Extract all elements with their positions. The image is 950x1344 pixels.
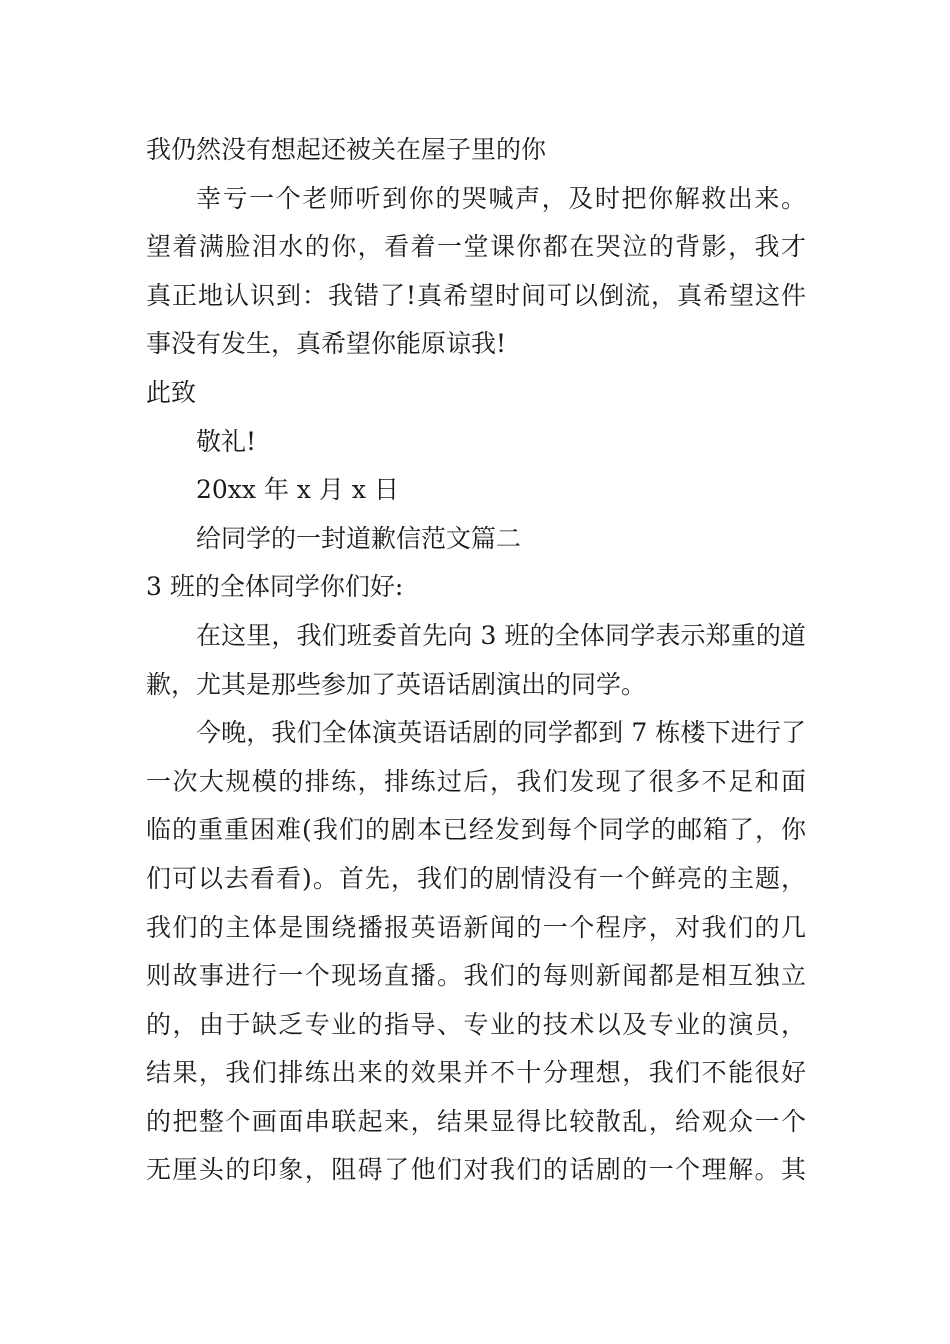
text-line: 的把整个画面串联起来，结果显得比较散乱，给观众一个: [146, 1106, 806, 1136]
text-line: 20xx 年 x 月 x 日: [196, 475, 399, 505]
text-line: 我仍然没有想起还被关在屋子里的你: [146, 135, 547, 164]
text-line: 临的重重困难(我们的剧本已经发到每个同学的邮箱了，你: [146, 815, 806, 845]
text-line: 歉，尤其是那些参加了英语话剧演出的同学。: [146, 669, 647, 699]
text-line: 事没有发生，真希望你能原谅我!: [146, 329, 507, 359]
text-line: 敬礼!: [196, 426, 257, 456]
text-line: 在这里，我们班委首先向 3 班的全体同学表示郑重的道: [196, 620, 806, 650]
text-line: 无厘头的印象，阻碍了他们对我们的话剧的一个理解。其: [146, 1155, 806, 1185]
document-body: [146, 126, 806, 1195]
document-page: [146, 126, 806, 1195]
text-line: 我们的主体是围绕播报英语新闻的一个程序，对我们的几: [146, 912, 806, 942]
text-line: 今晚，我们全体演英语话剧的同学都到 7 栋楼下进行了: [196, 718, 806, 748]
text-line: 真正地认识到：我错了!真希望时间可以倒流，真希望这件: [146, 280, 806, 310]
text-line: 幸亏一个老师听到你的哭喊声，及时把你解救出来。: [196, 183, 806, 213]
text-line: 结果，我们排练出来的效果并不十分理想，我们不能很好: [146, 1058, 806, 1088]
text-line: 3 班的全体同学你们好:: [146, 572, 404, 602]
text-line: 给同学的一封道歉信范文篇二: [196, 523, 522, 553]
text-line: 则故事进行一个现场直播。我们的每则新闻都是相互独立: [146, 961, 806, 991]
text-line: 望着满脸泪水的你，看着一堂课你都在哭泣的背影，我才: [146, 232, 806, 262]
text-line: 们可以去看看)。首先，我们的剧情没有一个鲜亮的主题，: [146, 863, 806, 893]
text-line: 此致: [146, 377, 197, 407]
text-line: 一次大规模的排练，排练过后，我们发现了很多不足和面: [146, 766, 806, 796]
text-line: 的，由于缺乏专业的指导、专业的技术以及专业的演员，: [146, 1009, 806, 1039]
